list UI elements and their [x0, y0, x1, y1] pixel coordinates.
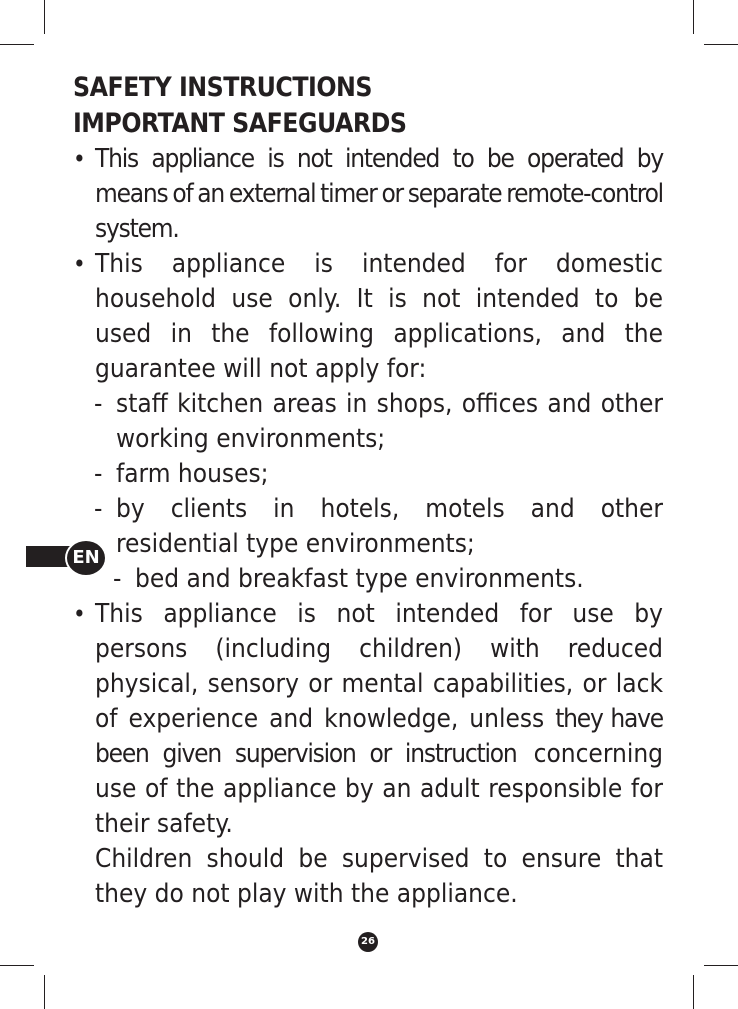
crop-mark: [0, 44, 34, 45]
sub-item-text: by clients in hotels, motels and other residential type environments;: [116, 494, 663, 559]
bullet-text: This appliance is not intended for use by persons (including children) with reduced physical, sensory or mental capabilities, or lack of experience and knowledge, unless: [95, 599, 663, 734]
sub-item-text: farm houses;: [116, 459, 269, 489]
page-number: 26: [358, 932, 378, 952]
crop-mark: [693, 975, 694, 1009]
sub-item: [73, 562, 663, 597]
sub-item-text: staff kitchen areas in shops, offices and other working environments;: [116, 389, 663, 454]
bullet-icon: •: [73, 145, 86, 173]
sub-item: [73, 492, 663, 562]
bullet-text: This appliance is intended for domestic household use only. It is not intended to be used in the following applications, and the guarantee will not apply for:: [95, 249, 663, 384]
dash-marker: -: [113, 564, 122, 594]
bullet-icon: •: [73, 250, 86, 278]
section-subtitle: IMPORTANT SAFEGUARDS: [73, 108, 407, 139]
bullet-text: concerning use of the appliance by an adult responsible for their safety.: [95, 739, 663, 839]
dash-marker: -: [94, 494, 103, 524]
bullet-item-reduced-capabilities: [73, 597, 663, 842]
bullet-text: they have been given supervision or instruction: [95, 704, 663, 769]
safety-instructions-section: [73, 70, 663, 912]
language-tab-badge: EN: [65, 539, 107, 577]
dash-marker: -: [94, 389, 103, 419]
children-supervision-paragraph: Children should be supervised to ensure that they do not play with the appliance.: [95, 844, 663, 909]
sub-item-text: bed and breakfast type environments.: [135, 564, 584, 594]
bullet-text: This appliance is not intended to be operated by means of an external timer or separate remote-control system.: [95, 144, 663, 244]
bullet-icon: •: [73, 600, 86, 628]
crop-mark: [44, 975, 45, 1009]
sub-item: [73, 457, 663, 492]
crop-mark: [44, 0, 45, 34]
section-title: SAFETY INSTRUCTIONS: [73, 72, 372, 103]
sub-item: [73, 387, 663, 457]
crop-mark: [704, 965, 738, 966]
bullet-item-timer: [73, 142, 663, 247]
crop-mark: [704, 44, 738, 45]
dash-marker: -: [94, 459, 103, 489]
crop-mark: [0, 965, 34, 966]
bullet-item-domestic-use: [73, 247, 663, 387]
crop-mark: [693, 0, 694, 34]
